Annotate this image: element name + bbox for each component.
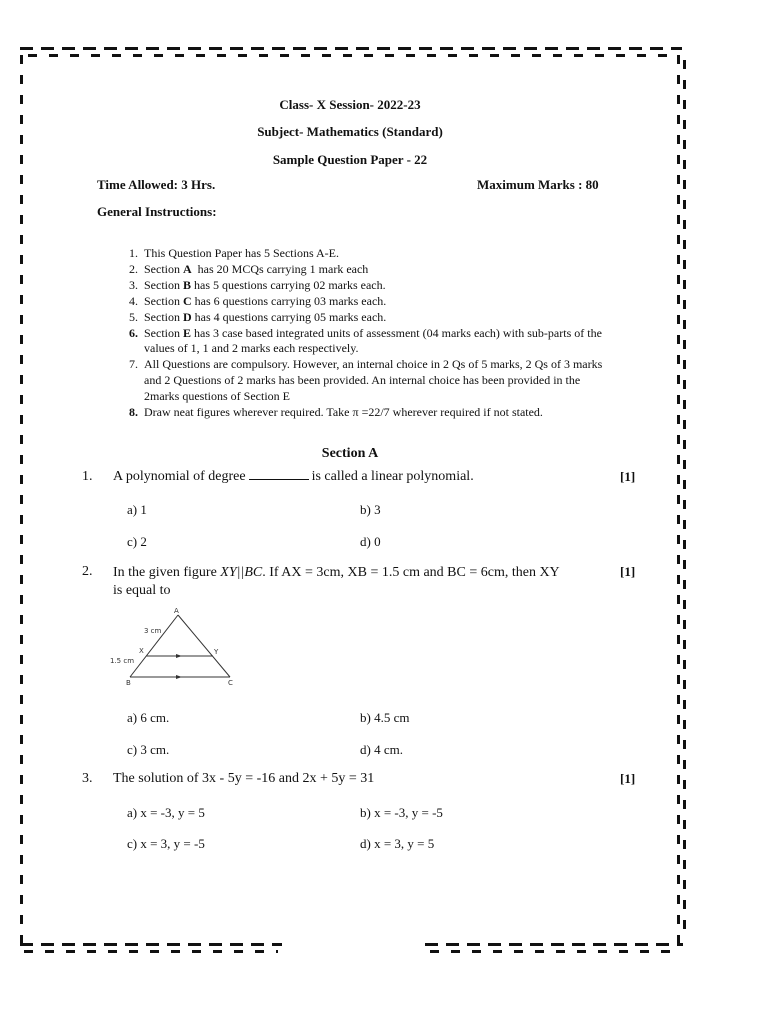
- instruction-item: 3. Section B has 5 questions carrying 02 marks each.: [129, 277, 386, 292]
- border-bottom-right: [425, 943, 683, 946]
- instruction-item: 4. Section C has 6 questions carrying 03 marks each.: [129, 293, 387, 308]
- question-text: A polynomial of degree is called a linear polynomial.: [113, 469, 474, 484]
- option-d: d) 0: [360, 534, 381, 549]
- subject: Subject- Mathematics (Standard): [257, 124, 443, 139]
- instruction-item: 8. Draw neat figures wherever required. Take π =22/7 wherever required if not stated.: [129, 405, 543, 420]
- label-y: Y: [214, 648, 219, 656]
- question-number: 1.: [82, 469, 93, 484]
- label-a: A: [174, 607, 179, 615]
- question-number: 3.: [82, 771, 93, 786]
- answer-blank: [249, 478, 309, 480]
- instruction-item: 6. Section E has 3 case based integrated units of assessment (04 marks each) with sub-parts of the values of 1, 1 and 2 marks each respectively.: [129, 325, 602, 356]
- option-c: c) x = 3, y = -5: [127, 836, 205, 851]
- question-marks: [1]: [620, 771, 636, 786]
- option-a: a) x = -3, y = 5: [127, 805, 205, 820]
- option-c: c) 2: [127, 534, 147, 549]
- instruction-item: 5. Section D has 4 questions carrying 05 marks each.: [129, 309, 387, 324]
- option-d: d) x = 3, y = 5: [360, 836, 435, 851]
- question-marks: [1]: [620, 564, 636, 579]
- max-marks: Maximum Marks : 80: [477, 177, 599, 192]
- instructions-title: General Instructions:: [97, 204, 217, 219]
- border-right-outer: [683, 60, 686, 940]
- border-right: [677, 55, 680, 950]
- border-bottom-left: [20, 943, 282, 946]
- paper-title: Sample Question Paper - 22: [272, 152, 428, 167]
- label-ax: 3 cm: [144, 627, 162, 635]
- option-b: b) 4.5 cm: [360, 710, 410, 725]
- triangle-figure: [110, 605, 240, 690]
- option-a: a) 1: [127, 502, 147, 517]
- label-x: X: [139, 647, 144, 655]
- class-session: Class- X Session- 2022-23: [279, 97, 421, 112]
- instruction-item: 1. This Question Paper has 5 Sections A-E.: [129, 246, 339, 260]
- label-c: C: [228, 679, 233, 687]
- option-b: b) x = -3, y = -5: [360, 805, 443, 820]
- border-top: [20, 47, 682, 50]
- question-text: In the given figure XY||BC. If AX = 3cm, XB = 1.5 cm and BC = 6cm, then XY is equal to: [113, 565, 560, 598]
- border-top-inner: [28, 54, 678, 57]
- question-text: The solution of 3x - 5y = -16 and 2x + 5y = 31: [113, 771, 375, 786]
- border-bottom-right-outer: [430, 950, 680, 953]
- math-expression: XY||BC: [220, 565, 263, 580]
- label-xb: 1.5 cm: [110, 657, 135, 665]
- border-left: [20, 55, 23, 945]
- instruction-item: 2. Section A has 20 MCQs carrying 1 mark each: [129, 261, 369, 276]
- option-c: c) 3 cm.: [127, 742, 170, 757]
- question-number: 2.: [82, 564, 93, 579]
- instruction-item: 7. All Questions are compulsory. However, an internal choice in 2 Qs of 5 marks, 2 Qs of 3 marks and 2 Questions of 2 marks has been provided. An internal choice has been provided in the 2marks questions of Section E: [129, 357, 603, 404]
- time-allowed: Time Allowed: 3 Hrs.: [97, 177, 216, 192]
- option-b: b) 3: [360, 502, 381, 517]
- question-marks: [1]: [620, 469, 636, 484]
- border-bottom-left-outer: [24, 950, 278, 953]
- section-title: Section A: [321, 446, 379, 461]
- label-b: B: [126, 679, 131, 687]
- option-a: a) 6 cm.: [127, 710, 170, 725]
- option-d: d) 4 cm.: [360, 742, 403, 757]
- instructions-list: [114, 246, 614, 421]
